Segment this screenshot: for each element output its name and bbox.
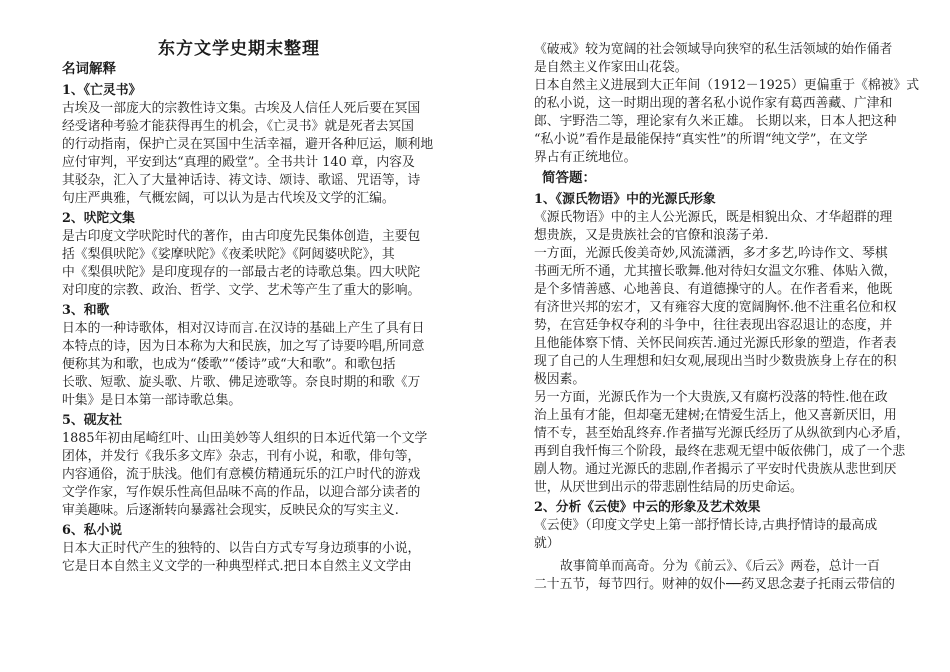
- text-line: 郎、宇野浩二等，理论家有久米正雄。 长期以来，日本人把这种: [534, 114, 897, 129]
- section-heading: 5、砚友社: [62, 413, 123, 428]
- text-line: 想贵族，又是贵族社会的官僚和浪荡子弟.: [534, 228, 769, 243]
- text-line: 是自然主义作家田山花袋。: [534, 60, 688, 75]
- text-line: 其驳杂，汇入了大量神话诗、祷文诗、颂诗、歌谣、咒语等，诗: [62, 173, 421, 188]
- text-line: 一方面，光源氏俊美奇妙,风流潇洒，多才多艺,吟诗作文、琴棋: [534, 246, 888, 261]
- text-line: 中《梨俱吠陀》是印度现存的一部最古老的诗歌总集。四大吠陀: [62, 265, 421, 280]
- text-line: 剧人物。通过光源氏的悲剧,作者揭示了平安时代贵族从悲世到厌: [534, 462, 897, 477]
- text-line: 另一方面，光源氏作为一个大贵族,又有腐朽没落的特性.他在政: [534, 390, 888, 405]
- text-line: 括《梨俱吠陀》《娑摩吠陀》《夜柔吠陀》《阿闼婆吠陀》，其: [62, 247, 395, 262]
- text-line: 书画无所不通，尤其擅长歌舞.他对待妇女温文尔雅、体贴入微，: [534, 264, 897, 279]
- text-line: 长歌、短歌、旋头歌、片歌、佛足迹歌等。奈良时期的和歌《万: [62, 375, 421, 390]
- text-line: 的私小说，这一时期出现的著名私小说作家有葛西善藏、广津和: [534, 96, 893, 111]
- text-line: 势，在宫廷争权夺利的斗争中，往往表现出容忍退让的态度，并: [534, 318, 893, 333]
- text-line: “私小说”看作是最能保持“真实性”的所谓“纯文学”，在文学: [534, 132, 868, 147]
- section-heading: 1、《亡灵书》: [62, 83, 142, 98]
- text-line: 内容通俗，流于肤浅。他们有意模仿精通玩乐的江户时代的游戏: [62, 467, 421, 482]
- text-line: 文学作家，写作娱乐性高但品味不高的作品，以迎合部分读者的: [62, 485, 421, 500]
- text-line: 故事简单而高奇。分为《前云》、《后云》两卷，总计一百: [560, 559, 880, 574]
- text-line: 《源氏物语》中的主人公光源氏，既是相貌出众、才华超群的理: [534, 210, 893, 225]
- text-line: 情不专，甚至始乱终弃.作者描写光源氏经历了从纵欲到内心矛盾，: [534, 426, 910, 441]
- text-line: 再到自我忏悔三个阶段，最终在悲观无望中皈依佛门，成了一个悲: [534, 444, 906, 459]
- section-heading: 6、私小说: [62, 523, 123, 538]
- section-heading: 2、吠陀文集: [62, 211, 135, 226]
- text-line: 世，从厌世到出示的带悲剧性结局的历史命运。: [534, 480, 803, 495]
- text-line: 是个多情善感、心地善良、有道德操守的人。在作者看来，他既: [534, 282, 893, 297]
- text-line: 日本大正时代产生的独特的、以告白方式专写身边琐事的小说，: [62, 541, 421, 556]
- text-line: 1885年初由尾崎红叶、山田美妙等人组织的日本近代第一个文学: [62, 431, 428, 446]
- section-heading: 2、分析《云使》中云的形象及艺术效果: [534, 500, 761, 515]
- text-line: 团体，并发行《我乐多文库》杂志，刊有小说，和歌，俳句等，: [62, 449, 421, 464]
- right-column: [534, 0, 926, 672]
- left-column: [62, 0, 454, 672]
- text-line: 应付审判，平安到达“真理的殿堂”。全书共计 140 章，内容及: [62, 155, 415, 170]
- text-line: 现了自己的人生理想和妇女观,展现出当时少数贵族身上存在的积: [534, 354, 897, 369]
- text-line: 二十五节，每节四行。财神的奴仆──药叉思念妻子托雨云带信的: [534, 577, 895, 592]
- text-line: 有济世兴邦的宏才，又有雍容大度的宽阔胸怀.他不注重名位和权: [534, 300, 897, 315]
- text-line: 对印度的宗教、政治、哲学、文学、艺术等产生了重大的影响。: [62, 283, 421, 298]
- text-line: 经受诸种考验才能获得再生的机会，《亡灵书》就是死者去冥国: [62, 119, 414, 134]
- text-line: 句庄严典雅，气概宏阔，可以认为是古代埃及文学的汇编。: [62, 191, 395, 206]
- text-line: 审美趣味。后逐渐转向暴露社会现实，反映民众的写实主义.: [62, 503, 399, 518]
- text-line: 叶集》是日本第一部诗歌总集。: [62, 393, 242, 408]
- section-heading: 3、和歌: [62, 303, 110, 318]
- text-line: 治上虽有才能，但却毫无建树;在情爱生活上，他又喜新厌旧，用: [534, 408, 897, 423]
- section-heading: 简答题：: [542, 170, 596, 186]
- text-line: 本特点的诗，因为日本称为大和民族，加之写了诗要吟唱,所同意: [62, 339, 425, 354]
- text-line: 《破戒》较为宽阔的社会领域导向狭窄的私生活领域的始作俑者: [534, 42, 893, 57]
- text-line: 就）: [534, 536, 560, 551]
- text-line: 的行动指南，保护亡灵在冥国中生活幸福，避开各种厄运，顺利地: [62, 137, 434, 152]
- text-line: 极因素。: [534, 372, 586, 387]
- text-line: 是古印度文学吠陀时代的著作，由古印度先民集体创造，主要包: [62, 229, 421, 244]
- text-line: 日本自然主义进展到大正年间（1912－1925）更偏重于《棉被》式: [534, 78, 920, 93]
- text-line: 日本的一种诗歌体，相对汉诗而言.在汉诗的基础上产生了具有日: [62, 321, 425, 336]
- text-line: 且他能体察下情、关怀民间疾苦.通过光源氏形象的塑造，作者表: [534, 336, 897, 351]
- text-line: 古埃及一部庞大的宗教性诗文集。古埃及人信任人死后要在冥国: [62, 101, 421, 116]
- page-title: 东方文学史期末整理: [158, 39, 320, 59]
- section-heading: 名词解释: [62, 61, 116, 77]
- text-line: 《云使》（印度文学史上第一部抒情长诗,古典抒情诗的最高成: [534, 518, 878, 533]
- text-line: 它是日本自然主义文学的一种典型样式.把日本自然主义文学由: [62, 559, 412, 574]
- text-line: 界占有正统地位。: [534, 150, 637, 165]
- section-heading: 1、《源氏物语》中的光源氏形象: [534, 192, 716, 207]
- text-line: 便称其为和歌，也成为“倭歌”“倭诗”或“大和歌”。和歌包括: [62, 357, 396, 372]
